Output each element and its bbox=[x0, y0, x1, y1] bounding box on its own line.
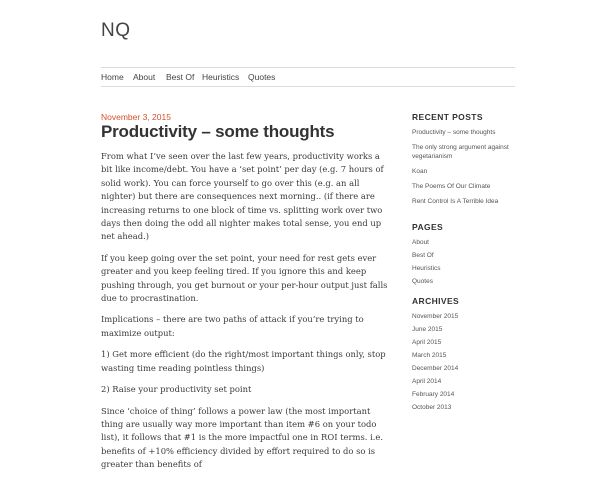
recent-post-link[interactable]: Koan bbox=[412, 168, 428, 175]
recent-post-link[interactable]: The only strong argument against vegetarianism bbox=[412, 144, 509, 160]
archive-link[interactable]: December 2014 bbox=[412, 365, 459, 372]
archives-heading: ARCHIVES bbox=[412, 296, 460, 306]
post-date[interactable]: November 3, 2015 bbox=[101, 112, 171, 122]
pages-heading: PAGES bbox=[412, 222, 444, 232]
site-title[interactable]: NQ bbox=[101, 20, 131, 41]
post-content bbox=[101, 150, 393, 480]
post-title[interactable]: Productivity – some thoughts bbox=[101, 122, 335, 141]
nav-best-of[interactable]: Best Of bbox=[166, 72, 195, 82]
recent-post-link[interactable]: The Poems Of Our Climate bbox=[412, 183, 491, 190]
page-link-quotes[interactable]: Quotes bbox=[412, 278, 433, 285]
archive-link[interactable]: March 2015 bbox=[412, 352, 447, 359]
archive-link[interactable]: November 2015 bbox=[412, 313, 459, 320]
post-paragraph: Since ‘choice of thing’ follows a power law (the most important thing are usually way more important than item #6 on your todo list), it follows that #1 is the more impactful one in ROI terms. i.e. benefits of +10% efficiency divided by effort required to do so is greater than benefits of bbox=[101, 405, 384, 470]
page-link-best-of[interactable]: Best Of bbox=[412, 252, 434, 259]
nav-quotes[interactable]: Quotes bbox=[248, 72, 276, 82]
page-link-heuristics[interactable]: Heuristics bbox=[412, 265, 441, 272]
main-nav bbox=[101, 67, 515, 87]
recent-post-link[interactable]: Rent Control Is A Terrible Idea bbox=[412, 198, 499, 205]
archive-link[interactable]: April 2015 bbox=[412, 339, 442, 346]
recent-posts-heading: RECENT POSTS bbox=[412, 112, 483, 122]
post-paragraph: If you keep going over the set point, your need for rest gets ever greater and you keep feeling tired. If you ignore this and keep pushing through, you get burnout or your per-hour output just falls due to procrastination. bbox=[101, 252, 388, 304]
nav-home[interactable]: Home bbox=[101, 72, 124, 82]
post-paragraph: Implications – there are two paths of attack if you’re trying to maximize output: bbox=[101, 314, 364, 338]
post-paragraph: 2) Raise your productivity set point bbox=[101, 384, 252, 395]
archive-link[interactable]: June 2015 bbox=[412, 326, 443, 333]
post-paragraph: 1) Get more efficient (do the right/most important things only, stop wasting time reading pointless things) bbox=[101, 349, 386, 373]
archive-link[interactable]: October 2013 bbox=[412, 404, 452, 411]
archive-link[interactable]: April 2014 bbox=[412, 378, 442, 385]
post-paragraph: From what I’ve seen over the last few years, productivity works a bit like income/debt. You have a ‘set point’ per day (e.g. 7 hours of solid work). You can force yourself to go over this (e.g. an all nighter) but there are consequences next morning.. (if there are increasing returns to one block of time vs. splitting work over two days then doing the odd all nighter makes total sense, you end up net ahead.) bbox=[101, 151, 384, 242]
recent-post-link[interactable]: Productivity – some thoughts bbox=[412, 129, 496, 136]
sidebar bbox=[412, 112, 522, 416]
nav-heuristics[interactable]: Heuristics bbox=[202, 72, 240, 82]
page-link-about[interactable]: About bbox=[412, 239, 429, 246]
nav-about[interactable]: About bbox=[133, 72, 156, 82]
archive-link[interactable]: February 2014 bbox=[412, 391, 455, 398]
